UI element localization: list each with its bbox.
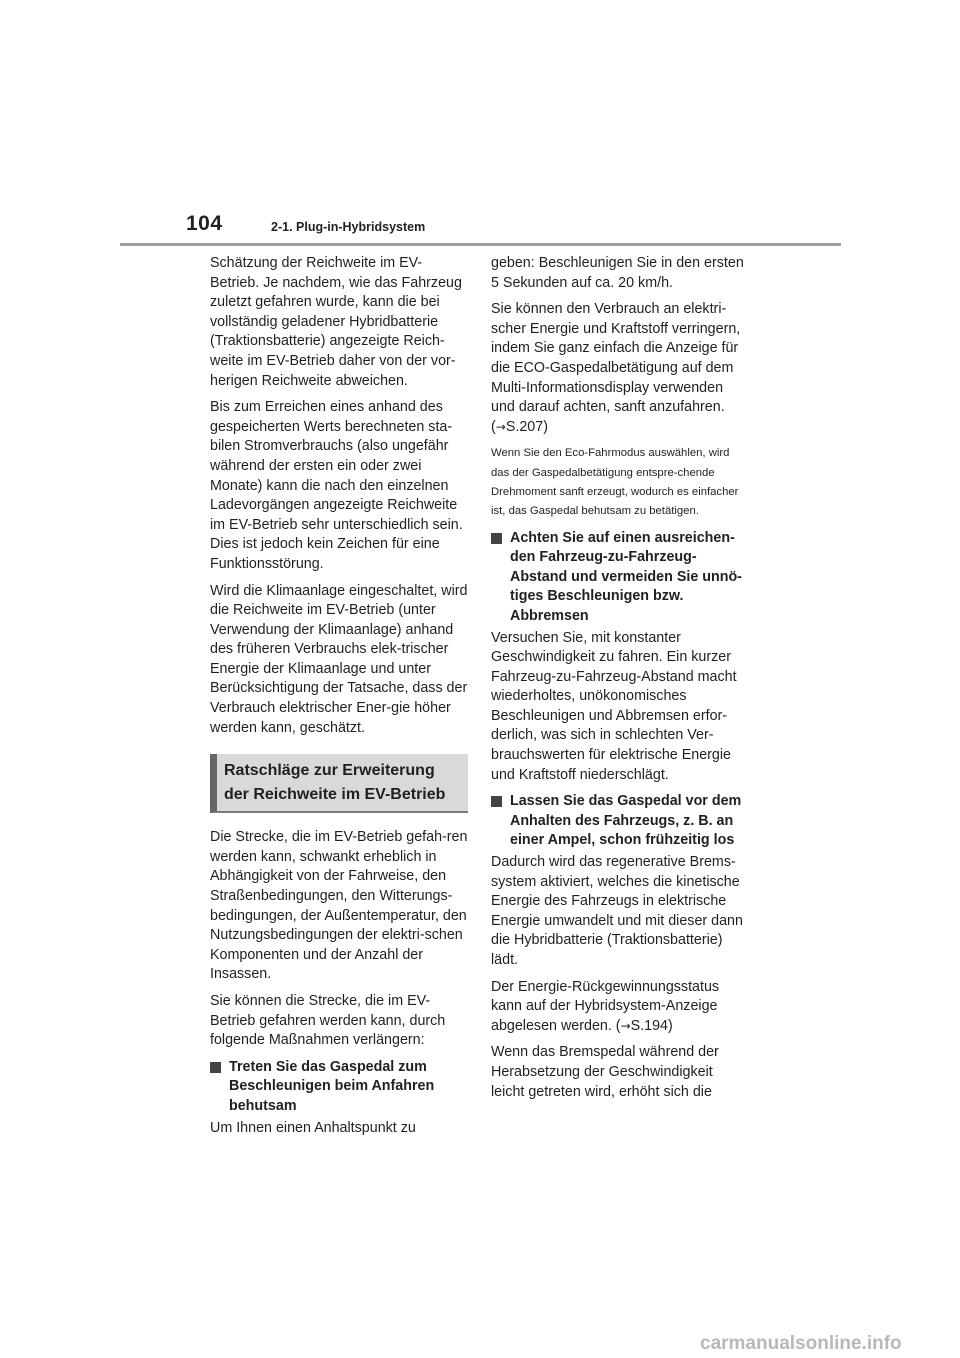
bullet-heading-text: Treten Sie das Gaspedal zum Beschleunigen beim Anfahren behutsam — [229, 1058, 435, 1114]
ref-text: S.207) — [505, 418, 548, 435]
header-divider — [120, 243, 841, 246]
ref-text: S.194) — [630, 1017, 673, 1034]
ref-open: ( — [491, 418, 496, 435]
bullet-heading-text: Achten Sie auf einen ausreichen-den Fahrzeug-zu-Fahrzeug-Abstand und vermeiden Sie unnö-tiges Beschleunigen bzw. Abbremsen — [510, 529, 742, 624]
section-title: 2-1. Plug-in-Hybridsystem — [271, 220, 426, 234]
section-heading: Ratschläge zur Erweiterung der Reichweite im EV-Betrieb — [224, 762, 446, 804]
page-number: 104 — [186, 212, 223, 235]
paragraph: Um Ihnen einen Anhaltspunkt zu — [210, 1119, 416, 1136]
paragraph: Schätzung der Reichweite im EV-Betrieb. Je nachdem, wie das Fahrzeug zuletzt gefahren wurde, kann die bei vollständig geladener Hybridbatterie (Traktionsbatterie) angezeigte Reich-weite im EV-Betrieb daher von der vor-herigen Reichweite abweichen. — [210, 255, 462, 389]
left-column — [210, 254, 468, 1145]
bullet-heading-text: Lassen Sie das Gaspedal vor dem Anhalten des Fahrzeugs, z. B. an einer Ampel, schon frühzeitig los — [510, 793, 742, 849]
paragraph: geben: Beschleunigen Sie in den ersten 5 Sekunden auf ca. 20 km/h. — [491, 255, 744, 291]
watermark-logo: carmanualsonline.info — [700, 1333, 902, 1354]
bullet-heading — [210, 1058, 468, 1117]
paragraph-text: Der Energie-Rückgewinnungsstatus kann auf der Hybridsystem-Anzeige abgelesen werden. ( — [491, 978, 720, 1034]
paragraph — [491, 978, 749, 1037]
arrow-right-icon: → — [620, 1018, 631, 1033]
section-heading-box — [210, 754, 468, 813]
right-column — [491, 254, 749, 1109]
paragraph-text: Sie können den Verbrauch an elektri-scher Energie und Kraftstoff verringern, indem Sie ganz einfach die Anzeige für die ECO-Gaspedalbetätigung auf dem Multi-Informationsdisplay verwenden und darauf achten, sanft anzufahren. — [491, 301, 741, 416]
paragraph: Sie können die Strecke, die im EV-Betrieb gefahren werden kann, durch folgende Maßnahmen verlängern: — [210, 993, 446, 1049]
paragraph: Wenn das Bremspedal während der Herabsetzung der Geschwindigkeit leicht getreten wird, erhöht sich die — [491, 1044, 719, 1100]
square-bullet-icon — [210, 1062, 221, 1073]
paragraph — [491, 300, 749, 437]
bullet-heading — [491, 792, 749, 851]
paragraph: Bis zum Erreichen eines anhand des gespeicherten Werts berechneten sta-bilen Stromverbrauchs (also ungefähr während der ersten ein oder zwei Monate) kann die nach den einzelnen Ladevorgängen angezeigte Reichweite im EV-Betrieb sehr unterschiedlich sein. Dies ist jedoch kein Zeichen für eine Funktionsstörung. — [210, 399, 463, 572]
paragraph: Versuchen Sie, mit konstanter Geschwindigkeit zu fahren. Ein kurzer Fahrzeug-zu-Fahrzeug-Abstand macht wiederholtes, unökonomisches Beschleunigen und Abbremsen erfor-derlich, was sich in schlechten Ver-brauchswerten für elektrische Energie und Kraftstoff niederschlägt. — [491, 629, 737, 783]
arrow-right-icon: → — [495, 419, 506, 434]
square-bullet-icon — [491, 533, 502, 544]
paragraph: Wird die Klimaanlage eingeschaltet, wird die Reichweite im EV-Betrieb (unter Verwendung der Klimaanlage) anhand des früheren Verbrauchs elek-trischer Energie der Klimaanlage und unter Berücksichtigung der Tatsache, dass der Verbrauch elektrischer Ener-gie höher werden kann, geschätzt. — [210, 582, 468, 736]
note-text: Wenn Sie den Eco-Fahrmodus auswählen, wird das der Gaspedalbetätigung entspre-chende Drehmoment sanft erzeugt, wodurch es einfacher ist, das Gaspedal behutsam zu betätigen. — [491, 447, 739, 518]
paragraph: Dadurch wird das regenerative Brems-system aktiviert, welches die kinetische Energie des Fahrzeugs in elektrische Energie umwandelt und mit dieser dann die Hybridbatterie (Traktionsbatterie) lädt. — [491, 854, 743, 968]
square-bullet-icon — [491, 796, 502, 807]
bullet-heading — [491, 529, 749, 627]
paragraph: Die Strecke, die im EV-Betrieb gefah-ren werden kann, schwankt erheblich in Abhängigkeit von der Fahrweise, den Straßenbedingungen, den Witterungs-bedingungen, der Außentemperatur, den Nutzungsbedingungen der elektri-schen Komponenten und der Anzahl der Insassen. — [210, 829, 468, 983]
page-reference[interactable] — [491, 419, 548, 435]
